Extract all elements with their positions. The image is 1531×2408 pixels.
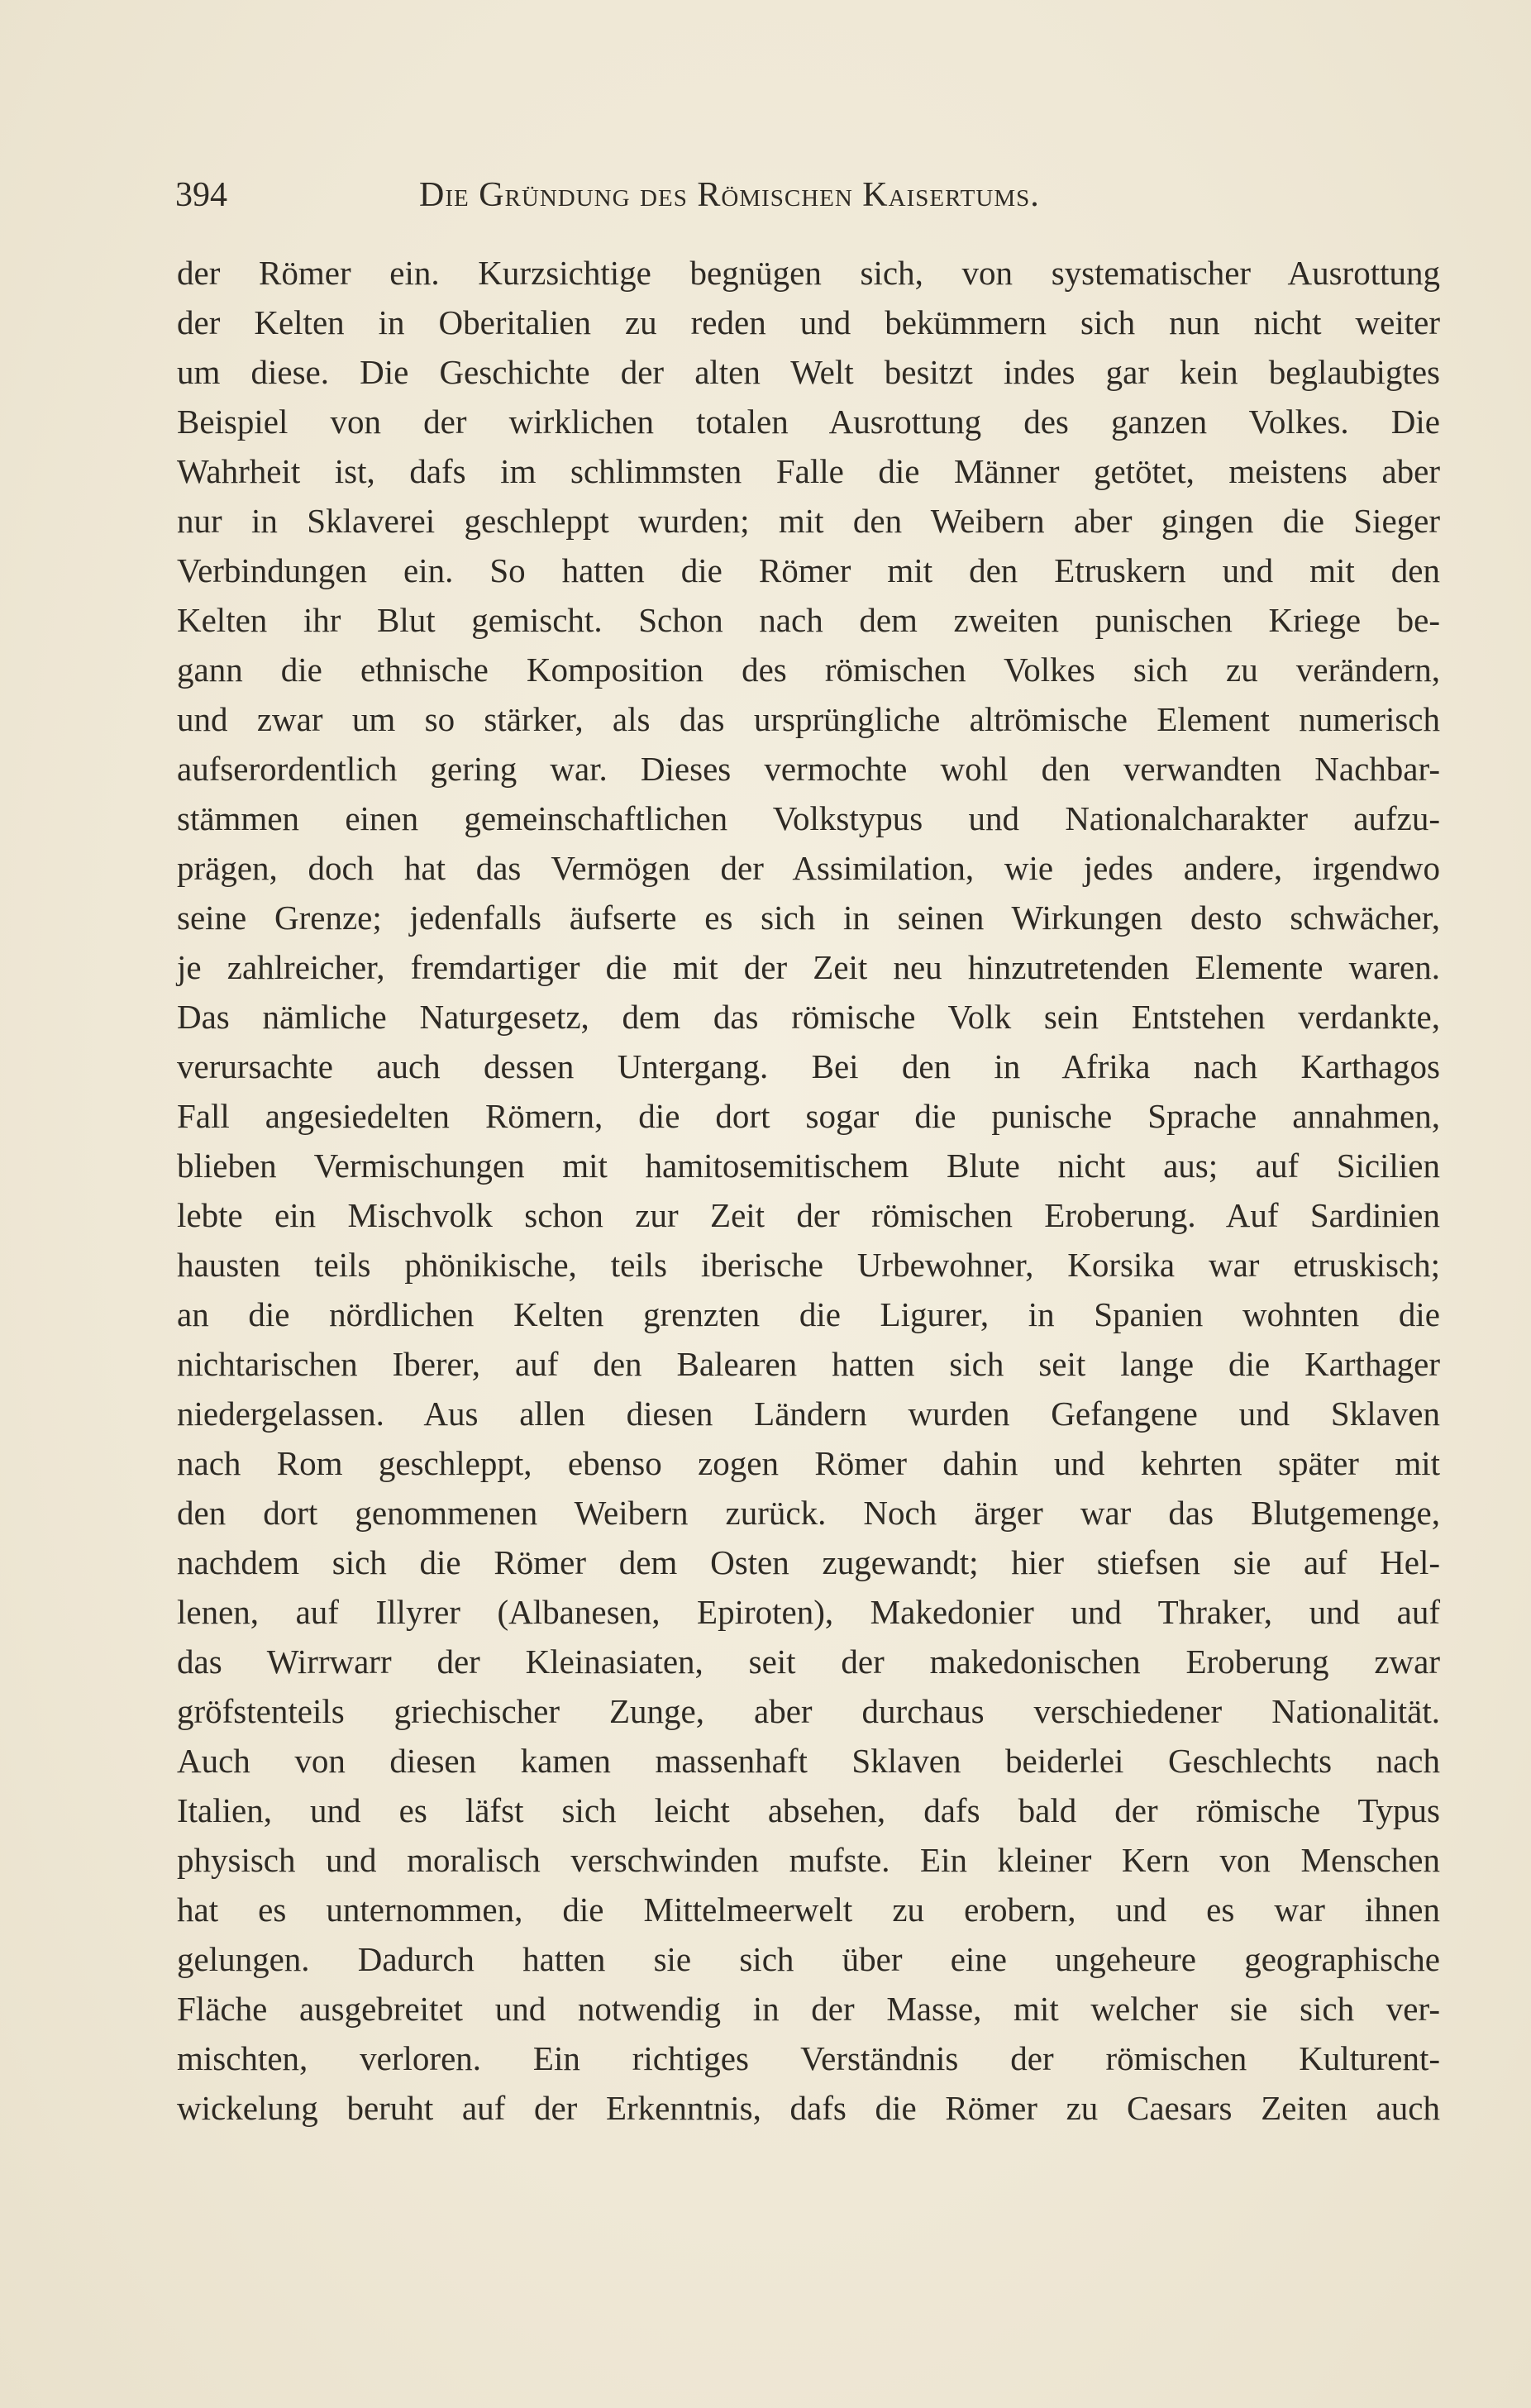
text-line: Fläche ausgebreitet und notwendig in der Masse, mit welcher sie sich ver- [177, 1990, 1440, 2028]
text-line: Fall angesiedelten Römern, die dort sogar die punische Sprache annahmen, [177, 1097, 1440, 1135]
text-line: Auch von diesen kamen massenhaft Sklaven beiderlei Geschlechts nach [177, 1742, 1440, 1780]
text-line: gann die ethnische Komposition des römischen Volkes sich zu verändern, [177, 651, 1440, 689]
text-line: nichtarischen Iberer, auf den Balearen hatten sich seit lange die Karthager [177, 1345, 1440, 1383]
text-line: der Römer ein. Kurzsichtige begnügen sich, von systematischer Ausrottung [177, 254, 1440, 292]
text-line: lenen, auf Illyrer (Albanesen, Epiroten), Makedonier und Thraker, und auf [177, 1593, 1440, 1631]
text-line: das Wirrwarr der Kleinasiaten, seit der makedonischen Eroberung zwar [177, 1643, 1440, 1681]
text-line: seine Grenze; jedenfalls äufserte es sich in seinen Wirkungen desto schwächer, [177, 899, 1440, 937]
text-line: blieben Vermischungen mit hamitosemitischem Blute nicht aus; auf Sicilien [177, 1147, 1440, 1185]
text-line: an die nördlichen Kelten grenzten die Ligurer, in Spanien wohnten die [177, 1295, 1440, 1333]
text-line: niedergelassen. Aus allen diesen Ländern wurden Gefangene und Sklaven [177, 1395, 1440, 1433]
text-line: aufserordentlich gering war. Dieses vermochte wohl den verwandten Nachbar- [177, 750, 1440, 788]
text-line: physisch und moralisch verschwinden mufste. Ein kleiner Kern von Menschen [177, 1841, 1440, 1879]
text-line: Italien, und es läfst sich leicht absehen, dafs bald der römische Typus [177, 1791, 1440, 1829]
running-title: Die Gründung des Römischen Kaisertums. [419, 176, 1040, 214]
text-line: Kelten ihr Blut gemischt. Schon nach dem zweiten punischen Kriege be- [177, 601, 1440, 639]
text-line: der Kelten in Oberitalien zu reden und bekümmern sich nun nicht weiter [177, 303, 1440, 341]
text-line: hat es unternommen, die Mittelmeerwelt zu erobern, und es war ihnen [177, 1891, 1440, 1929]
text-line: und zwar um so stärker, als das ursprüngliche altrömische Element numerisch [177, 700, 1440, 738]
text-line: mischten, verloren. Ein richtiges Verständnis der römischen Kulturent- [177, 2039, 1440, 2077]
running-head [175, 172, 1204, 218]
text-line: gröfstenteils griechischer Zunge, aber durchaus verschiedener Nationalität. [177, 1692, 1440, 1730]
text-line: nachdem sich die Römer dem Osten zugewandt; hier stiefsen sie auf Hel- [177, 1543, 1440, 1581]
text-line: verursachte auch dessen Untergang. Bei den in Afrika nach Karthagos [177, 1047, 1440, 1085]
text-line: je zahlreicher, fremdartiger die mit der Zeit neu hinzutretenden Elemente waren. [177, 948, 1440, 986]
text-line: den dort genommenen Weibern zurück. Noch ärger war das Blutgemenge, [177, 1494, 1440, 1532]
text-line: stämmen einen gemeinschaftlichen Volkstypus und Nationalcharakter aufzu- [177, 799, 1440, 837]
text-line: um diese. Die Geschichte der alten Welt besitzt indes gar kein beglaubigtes [177, 353, 1440, 391]
text-line: wickelung beruht auf der Erkenntnis, dafs die Römer zu Caesars Zeiten auch [177, 2089, 1440, 2127]
text-line: Beispiel von der wirklichen totalen Ausrottung des ganzen Volkes. Die [177, 403, 1440, 441]
page-number: 394 [175, 176, 227, 214]
text-line: nach Rom geschleppt, ebenso zogen Römer dahin und kehrten später mit [177, 1444, 1440, 1482]
text-line: Wahrheit ist, dafs im schlimmsten Falle die Männer getötet, meistens aber [177, 452, 1440, 490]
body-text [177, 248, 1440, 2133]
text-line: prägen, doch hat das Vermögen der Assimilation, wie jedes andere, irgendwo [177, 849, 1440, 887]
text-line: Das nämliche Naturgesetz, dem das römische Volk sein Entstehen verdankte, [177, 998, 1440, 1036]
text-line: Verbindungen ein. So hatten die Römer mit den Etruskern und mit den [177, 551, 1440, 589]
text-line: nur in Sklaverei geschleppt wurden; mit den Weibern aber gingen die Sieger [177, 502, 1440, 540]
text-line: hausten teils phönikische, teils iberische Urbewohner, Korsika war etruskisch; [177, 1246, 1440, 1284]
text-line: lebte ein Mischvolk schon zur Zeit der römischen Eroberung. Auf Sardinien [177, 1196, 1440, 1234]
text-line: gelungen. Dadurch hatten sie sich über eine ungeheure geographische [177, 1940, 1440, 1978]
